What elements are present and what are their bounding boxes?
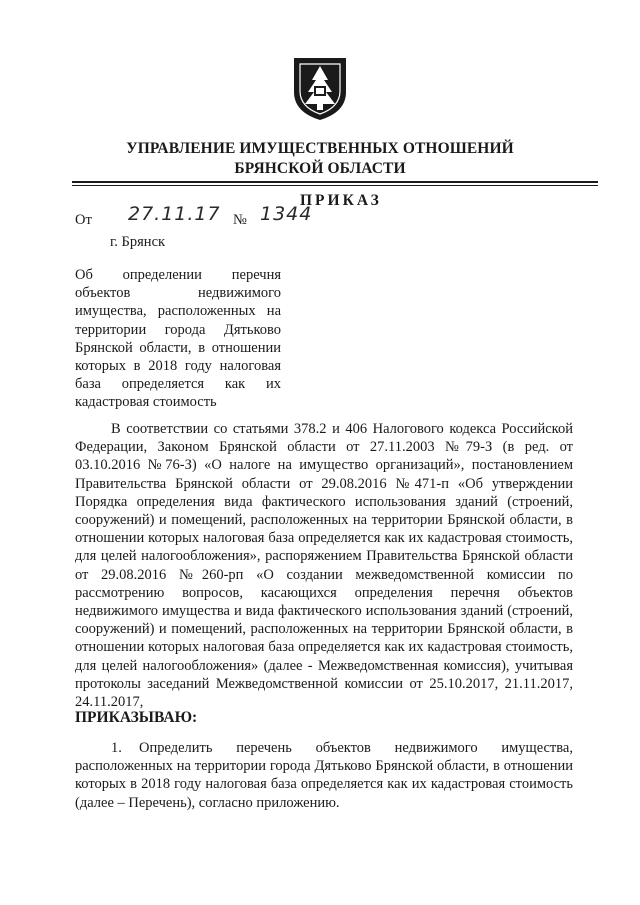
order-item-text: Определить перечень объектов недвижимого имущества, расположенных на территории города Дятьково Брянской области, в отношении которых в 2018 году налоговая база определяется как их кадастровая стоимость (далее – Перечень), согласно приложению. [75, 740, 573, 811]
date-label: От [75, 212, 92, 228]
coat-of-arms-emblem [290, 52, 350, 122]
number-sign: № [233, 212, 247, 228]
handwritten-order-number: 1344 [260, 203, 313, 225]
organization-name-line1: УПРАВЛЕНИЕ ИМУЩЕСТВЕННЫХ ОТНОШЕНИЙ [126, 140, 514, 157]
order-item-1 [75, 739, 573, 812]
document-type-title: ПРИКАЗ [300, 192, 382, 209]
organization-name-line2: БРЯНСКОЙ ОБЛАСТИ [234, 160, 406, 177]
header-divider-thin [72, 185, 598, 186]
city-name: г. Брянск [110, 234, 166, 250]
header-divider-thick [72, 181, 598, 183]
order-subject: Об определении перечня объектов недвижимого имущества, расположенных на территории города Дятьково Брянской области, в отношении которых в 2018 году налоговая база определяется как их кадастровая стоимость [75, 267, 281, 411]
order-directive-heading: ПРИКАЗЫВАЮ: [75, 709, 198, 726]
handwritten-date: 27.11.17 [128, 203, 221, 225]
order-item-number: 1. [111, 740, 122, 756]
preamble-paragraph: В соответствии со статьями 378.2 и 406 Налогового кодекса Российской Федерации, Законом Брянской области от 27.11.2003 №79-З (в ред. от 03.10.2016 №76-З) «О налоге на имущество организаций», постановлением Правительства Брянской области от 29.08.2016 №471-п «Об утверждении Порядка определения вида фактического использования зданий (строений, сооружений) и помещений, расположенных на территории Брянской области, в отношении которых налоговая база определяется как их кадастровая стоимость, для целей налогообложения», распоряжением Правительства Брянской области от 29.08.2016 №260-рп «О создании межведомственной комиссии по рассмотрению вопросов, касающихся определения перечня объектов недвижимого имущества и вида фактического использования зданий (строений, сооружений) и помещений, расположенных на территории Брянской области, в отношении которых налоговая база определяется как их кадастровая стоимость, для целей налогообложения» (далее - Межведомственная комиссия), учитывая протоколы заседаний Межведомственной комиссии от 25.10.2017, 21.11.2017, 24.11.2017, [75, 421, 573, 711]
